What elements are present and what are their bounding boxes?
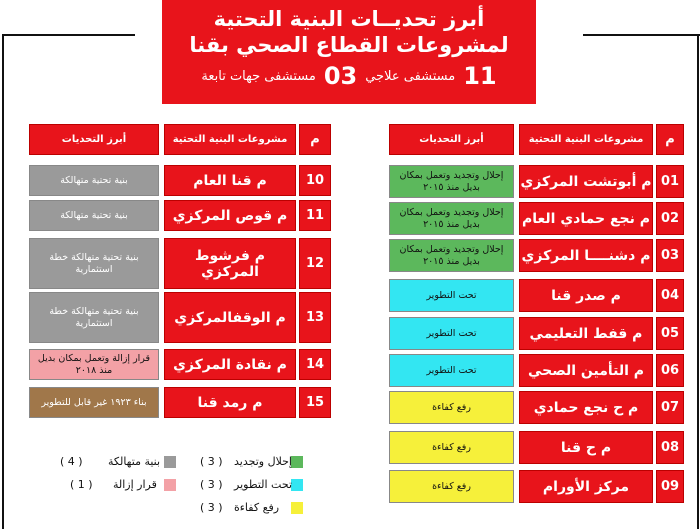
right-row-challenge: إحلال وتجديد وتعمل بمكان بديل منذ ٢٠١٥	[389, 239, 514, 272]
left-header-challenge: أبرز التحديات	[29, 124, 159, 155]
left-row-project: م رمد قنا	[164, 387, 296, 418]
right-row-num: 06	[656, 354, 684, 387]
left-row-project: م الوقفالمركزي	[164, 292, 296, 343]
right-row-num: 07	[656, 391, 684, 424]
right-header-challenge: أبرز التحديات	[389, 124, 514, 155]
affiliates-label: مستشفى جهات تابعة	[201, 68, 316, 84]
right-row-challenge: تحت التطوير	[389, 317, 514, 350]
left-row-challenge: قرار إزالة وتعمل بمكان بديل منذ ٢٠١٨	[29, 349, 159, 380]
right-row-challenge: تحت التطوير	[389, 279, 514, 312]
legend-label: قرار إزالة	[113, 478, 157, 491]
right-row-num: 01	[656, 165, 684, 198]
header-banner	[162, 0, 536, 104]
frame-left	[2, 34, 4, 529]
left-row-num: 11	[299, 200, 331, 231]
right-row-project: م التأمين الصحي	[519, 354, 653, 387]
right-row-num: 04	[656, 279, 684, 312]
right-row-num: 05	[656, 317, 684, 350]
right-row-challenge: إحلال وتجديد وتعمل بمكان بديل منذ ٢٠١٥	[389, 165, 514, 198]
right-row-challenge: إحلال وتجديد وتعمل بمكان بديل منذ ٢٠١٥	[389, 202, 514, 235]
left-row-project: م قنا العام	[164, 165, 296, 196]
legend-swatch	[291, 456, 303, 468]
frame-top-left	[2, 34, 135, 36]
right-row-project: م ح نجع حمادي	[519, 391, 653, 424]
legend-count: ( 1 )	[70, 478, 93, 491]
legend-label: رفع كفاءة	[234, 501, 280, 514]
legend-swatch	[164, 479, 176, 491]
legend-label: إحلال وتجديد	[234, 455, 292, 468]
hospitals-count: 11	[463, 62, 497, 90]
left-row-num: 10	[299, 165, 331, 196]
right-row-num: 02	[656, 202, 684, 235]
legend-swatch	[164, 456, 176, 468]
right-row-challenge: تحت التطوير	[389, 354, 514, 387]
legend-count: ( 4 )	[60, 455, 83, 468]
right-row-project: م قفط التعليمي	[519, 317, 653, 350]
right-row-num: 08	[656, 431, 684, 464]
left-row-challenge: بنية تحتية متهالكة	[29, 200, 159, 231]
left-row-project: م قوص المركزي	[164, 200, 296, 231]
frame-right	[697, 34, 699, 529]
frame-top-right	[583, 34, 700, 36]
legend-count: ( 3 )	[200, 501, 223, 514]
left-row-num: 14	[299, 349, 331, 380]
title-line2: لمشروعات القطاع الصحي بقنا	[189, 33, 509, 57]
left-row-num: 12	[299, 238, 331, 289]
left-row-challenge: بنية تحتية متهالكة خطة استثمارية	[29, 238, 159, 289]
right-row-challenge: رفع كفاءة	[389, 470, 514, 503]
left-row-challenge: بنية تحتية متهالكة خطة استثمارية	[29, 292, 159, 343]
legend-swatch	[291, 479, 303, 491]
right-row-project: مركز الأورام	[519, 470, 653, 503]
left-header-num: م	[299, 124, 331, 155]
title-line1: أبرز تحديــات البنية التحتية	[213, 7, 485, 31]
left-header-project: مشروعات البنية التحتية	[164, 124, 296, 155]
left-row-project: م فرشوط المركزي	[164, 238, 296, 289]
right-row-project: م نجع حمادي العام	[519, 202, 653, 235]
right-header-project: مشروعات البنية التحتية	[519, 124, 653, 155]
right-row-num: 09	[656, 470, 684, 503]
left-row-project: م نقادة المركزي	[164, 349, 296, 380]
affiliates-count: 03	[323, 62, 358, 90]
hospitals-label: مستشفى علاجي	[365, 68, 456, 84]
legend-label: تحت التطوير	[234, 478, 293, 491]
header-counts	[162, 62, 536, 90]
legend-swatch	[291, 502, 303, 514]
right-row-challenge: رفع كفاءة	[389, 431, 514, 464]
left-row-num: 13	[299, 292, 331, 343]
right-row-project: م صدر قنا	[519, 279, 653, 312]
right-row-project: م أبوتشت المركزي	[519, 165, 653, 198]
right-header-num: م	[656, 124, 684, 155]
right-row-project: م دشنــــا المركزي	[519, 239, 653, 272]
right-row-challenge: رفع كفاءة	[389, 391, 514, 424]
legend-label: بنية متهالكة	[108, 455, 161, 468]
legend-count: ( 3 )	[200, 478, 223, 491]
left-row-challenge: بناء ١٩٢٣ غير قابل للتطوير	[29, 387, 159, 418]
right-row-project: م ح قنا	[519, 431, 653, 464]
legend-count: ( 3 )	[200, 455, 223, 468]
left-row-challenge: بنية تحتية متهالكة	[29, 165, 159, 196]
right-row-num: 03	[656, 239, 684, 272]
left-row-num: 15	[299, 387, 331, 418]
